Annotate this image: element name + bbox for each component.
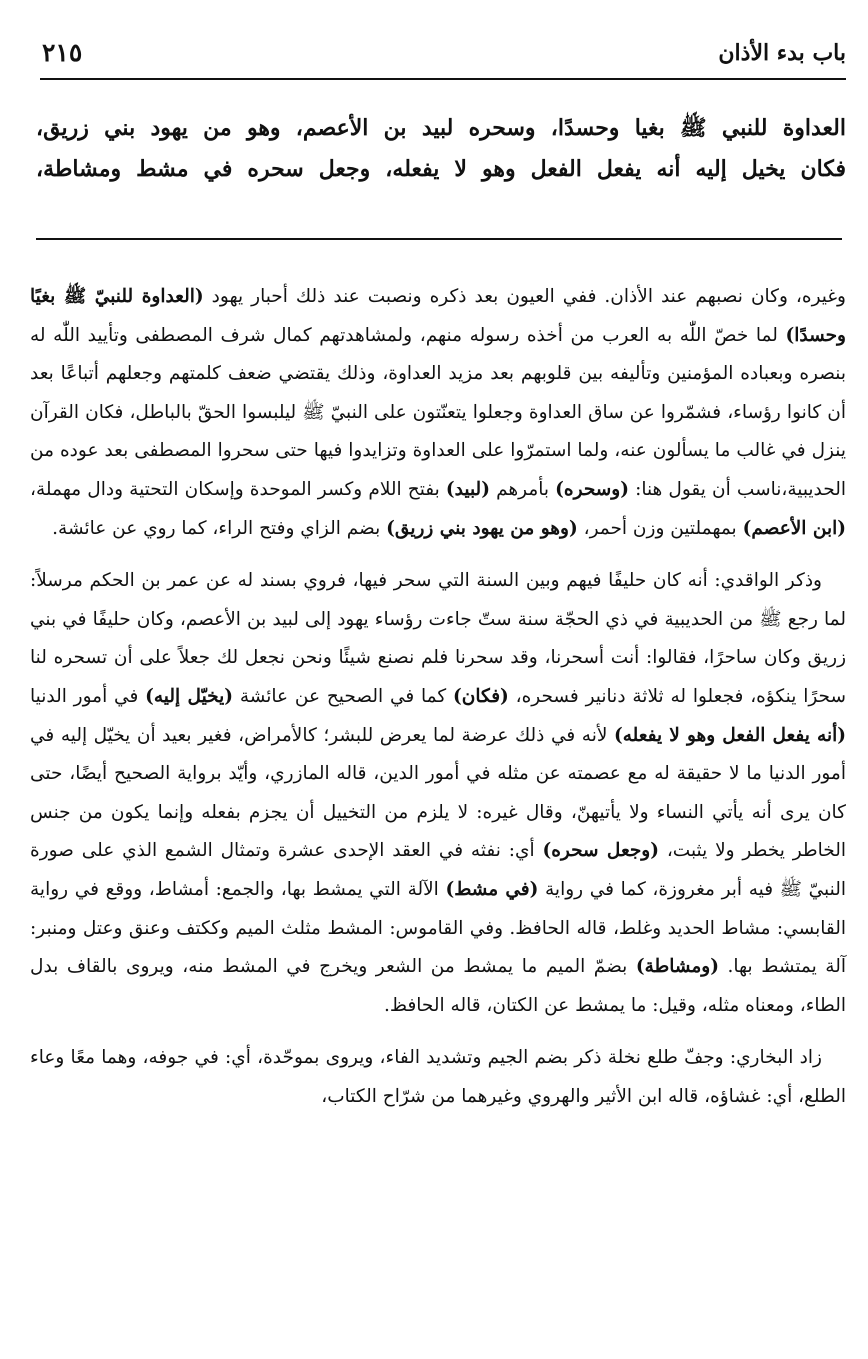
commentary-text: لأنه في ذلك عرضة لما يعرض للبشر؛ كالأمراض، فغير بعيد أن يخيّل إليه في أمور الدنيا ما لا حقيقة له مع عصمته عن مثله في أمور الدين، قاله المازري، وأيّد برواية الصحيح أيضًا، حتى كان يرى أنه يأتي النساء ولا يأتيهنّ، وقال غيره: لا يلزم من التخييل أن يجزم بفعله وإنما يكون من جنس الخاطر يخطر ولا يثبت،: [30, 724, 846, 862]
quoted-phrase: (وسحره): [555, 478, 629, 500]
commentary-text: أي: نفثه في العقد الإحدى عشرة وتمثال الشمع الذي على صورة النبيّ ﷺ فيه أبر مغروزة، كما في رواية: [30, 840, 847, 900]
commentary-text: زاد البخاري: وجفّ طلع نخلة ذكر بضم الجيم وتشديد الفاء، ويروى بموحّدة، أي: في جوفه، وهما معًا وعاء الطلع، أي: غشاؤه، قاله ابن الأثير والهروي وغيرهما من شرّاح الكتاب،: [30, 1047, 846, 1107]
commentary-text: وغيره، وكان نصبهم عند الأذان. ففي العيون بعد ذكره ونصبت عند ذلك أحبار يهود: [203, 286, 846, 307]
quoted-phrase: (ابن الأعصم): [742, 517, 846, 539]
commentary-text: لما خصّ اللّٰه به العرب من أخذه رسوله منهم، ولمشاهدتهم كمال شرف المصطفى وتأييد اللّٰه له بنصره وبعباده المؤمنين وتأليفه بين قلوبهم بعد مزيد العداوة، وذلك يقتضي ضعف كلمتهم وجعلهم أتباعًا بعد أن كانوا رؤساء، فشمّروا عن ساق العداوة وجعلوا يتعنّتون على النبيّ ﷺ ليلبسوا الحقّ بالباطل، فكان القرآن ينزل في غالب ما يسألون عنه، ولما استمرّوا على العداوة وتزايدوا فيها حتى سحروا المصطفى بعد عوده من الحديبية،ناسب أن يقول هنا:: [30, 324, 846, 500]
quoted-phrase: (أنه يفعل الفعل وهو لا يفعله): [613, 724, 847, 746]
quoted-phrase: (ومشاطة): [635, 956, 719, 978]
commentary-text: بفتح اللام وكسر الموحدة وإسكان التحتية ودال مهملة،: [30, 478, 446, 500]
commentary-text: وذكر الواقدي: أنه كان حليفًا فيهم وبين السنة التي سحر فيها، فروي بسند له عن عمر بن الحكم مرسلاً: لما رجع ﷺ من الحديبية في ذي الحجّة سنة ستّ جاءت رؤساء يهود إلى لبيد بن الأعصم، وكان حليفًا في بني زريق وكان ساحرًا، فقالوا: أنت أسحرنا، وقد سحرنا فلم نصنع شيئًا ونحن نجعل لك جعلاً على أن تسحره لنا سحرًا ينكؤه، فجعلوا له ثلاثة دنانير فسحره،: [30, 570, 846, 707]
commentary-paragraph: [30, 1039, 846, 1116]
quoted-phrase: (وجعل سحره): [542, 840, 659, 862]
quoted-phrase: (وهو من يهود بني زريق): [386, 517, 578, 539]
quoted-phrase: (لبيد): [445, 478, 490, 500]
hadith-line: العداوة للنبي ﷺ بغيا وحسدًا، وسحره لبيد بن الأعصم، وهو من يهود بني زريق،: [36, 115, 846, 141]
commentary-text: كما في الصحيح عن عائشة: [233, 685, 453, 707]
page-header: [40, 38, 846, 80]
quoted-phrase: (في مشط): [445, 878, 539, 900]
commentary-text: بضمّ الميم ما يمشط من الشعر ويخرج في المشط منه، ويروى بالقاف بدل الطاء، ومعناه مثله، وقيل: ما يمشط عن الكتان، قاله الحافظ.: [30, 956, 846, 1016]
commentary-text: بضم الزاي وفتح الراء، كما روي عن عائشة.: [52, 517, 387, 539]
commentary-paragraph: [30, 278, 846, 548]
commentary-text: الآلة التي يمشط بها، والجمع: أمشاط، ووقع في رواية القابسي: مشاط الحديد وغلط، قاله الحافظ. وفي القاموس: المشط مثلث الميم وككتف وعنق وعتل ومنبر: آلة يمتشط بها.: [30, 878, 846, 978]
footnote-divider: [36, 238, 842, 240]
quoted-phrase: (يخيّل إليه): [145, 685, 233, 707]
commentary-text: بأمرهم: [489, 478, 556, 500]
commentary-paragraph: [30, 562, 846, 1025]
running-title: باب بدء الأذان: [718, 40, 846, 66]
commentary-text: في أمور الدنيا: [30, 685, 146, 707]
quoted-phrase: (فكان): [453, 685, 509, 707]
quoted-phrase: (العداوة للنبيّ ﷺ بغيًا وحسدًا): [30, 286, 846, 346]
hadith-text: [36, 108, 846, 190]
commentary-text: بمهملتين وزن أحمر،: [577, 517, 743, 539]
page-number: ٢١٥: [42, 38, 83, 67]
commentary: [30, 278, 846, 1116]
hadith-line: فكان يخيل إليه أنه يفعل الفعل وهو لا يفعله، وجعل سحره في مشط ومشاطة،: [36, 156, 846, 182]
